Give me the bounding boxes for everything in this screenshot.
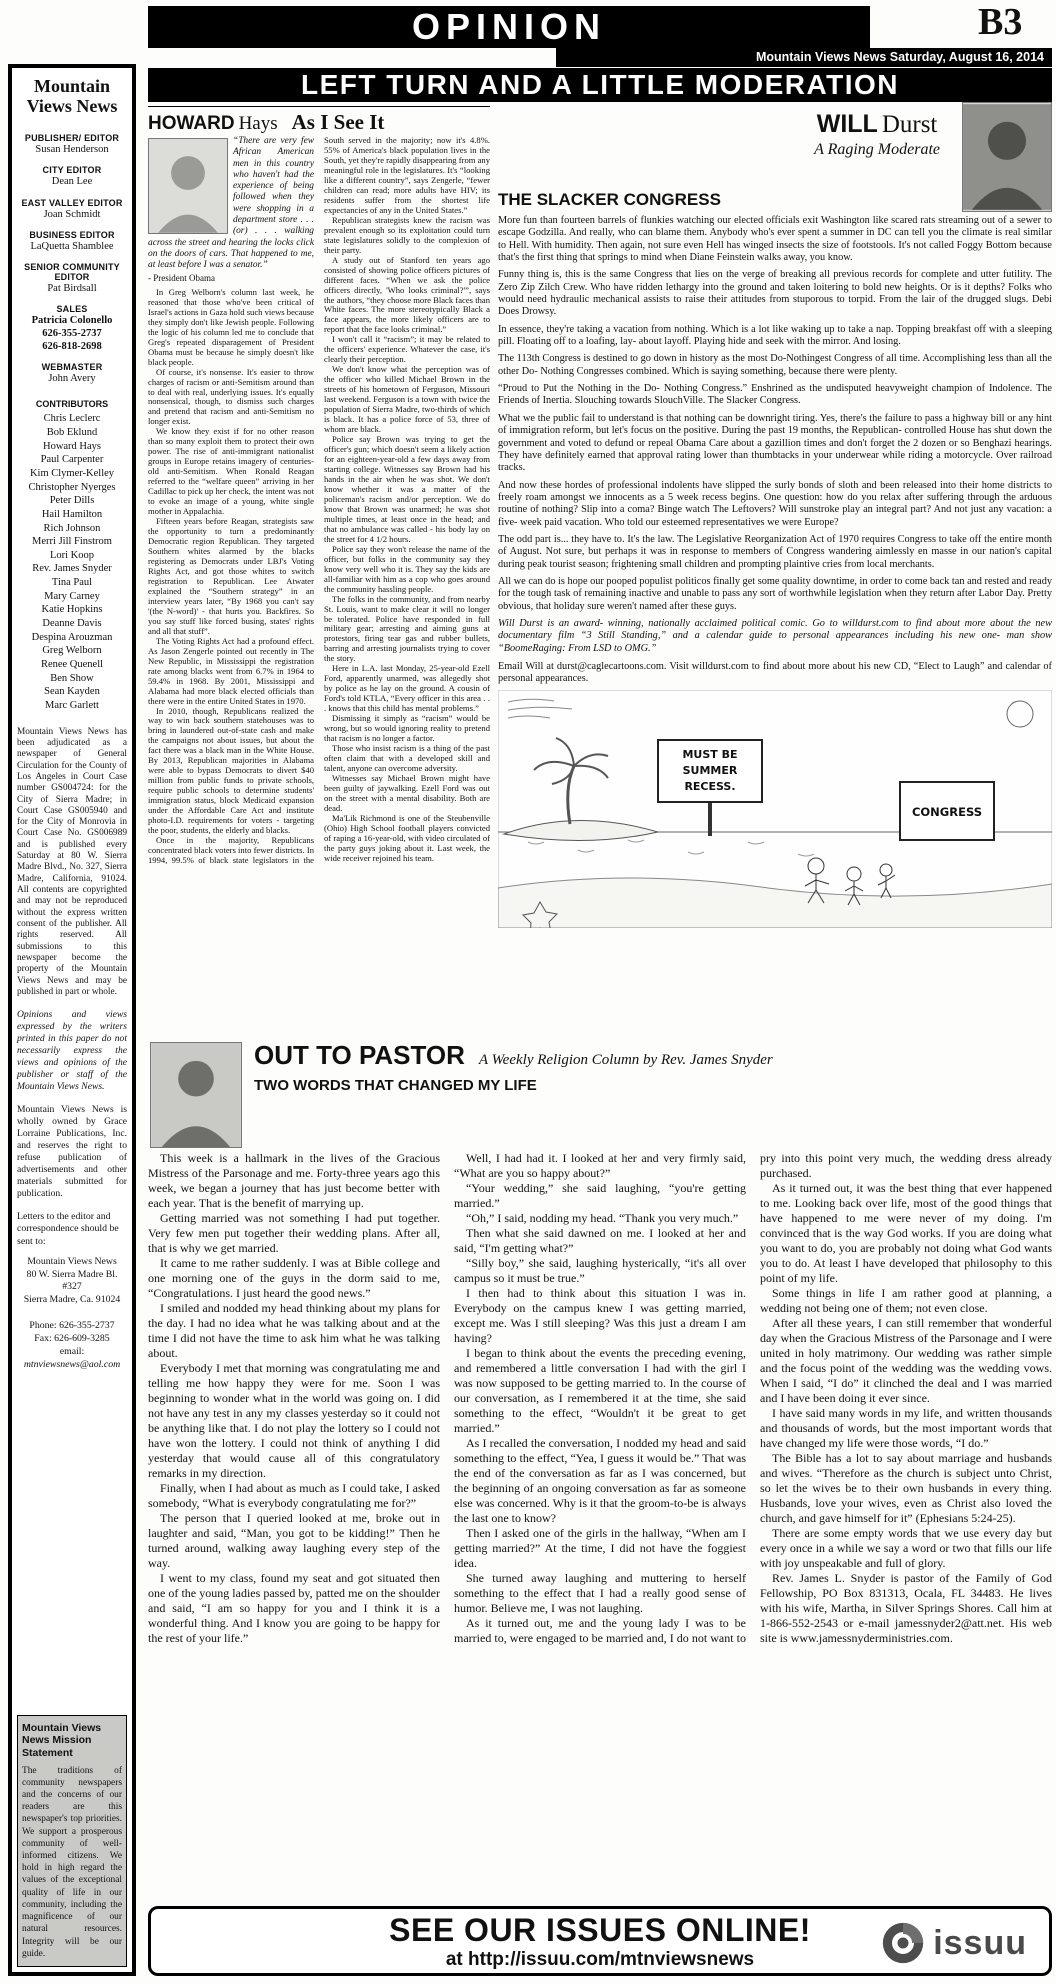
paragraph: mtnviewsnews@aol.com <box>23 1359 121 1371</box>
paragraph: It came to me rather suddenly. I was at Bible college and one morning one of the guys in the dorm said to me, “Congratulations. I just heard the good news.” <box>148 1256 440 1300</box>
contributors-list <box>17 412 127 712</box>
paragraph: Fifteen years before Reagan, strategists saw the opportunity to turn a predominantly Democratic region Republican. They targeted Southern whites alarmed by the blacks registering as Democrats under LBJ's Voting Rights Act, and got those whites to switch registration to Republican. Lee Atwater explained the “Southern strategy” in an interview years later, “By 1968 you can't say '(the N-word)' - that hurts you. Backfires. So you say stuff like forced busing, states' rights and all that stuff”. <box>148 516 314 636</box>
paragraph: I began to think about the events the preceding evening, and remembered a little conversation I had with the girl I was now supposed to be getting married to. In the course of our conversation, as I remembered it at the time, she said something to the effect, “Wouldn't it be great to get married.” <box>454 1346 746 1435</box>
paragraph: Witnesses say Michael Brown might have been guilty of jaywalking. Ezell Ford was out on the street with a mental disability. Both are dead. <box>324 773 490 813</box>
mission-statement-box <box>17 1715 127 1967</box>
crate-label: CONGRESS <box>911 804 983 819</box>
mailing-address <box>17 1256 127 1307</box>
paragraph: Getting married was not something I had put together. Very few men put together their wedding plans. After all, that is why we get married. <box>148 1211 440 1255</box>
staff-senior-community-editor: SENIOR COMMUNITY EDITOR Pat Birdsall <box>17 253 127 295</box>
sign-text-line1: MUST BE <box>682 747 738 761</box>
paragraph: Tina Paul <box>51 577 93 589</box>
paragraph: Paul Carpenter <box>40 454 104 466</box>
paragraph: Rich Johnson <box>43 522 101 534</box>
paragraph: A study out of Stanford ten years ago consisted of showing police officers pictures of different faces. “When we ask the police officers directly, 'Who looks criminal?'”, says the authors, “they choose more Black faces than White faces. The more stereotypically Black a face appears, the more likely officers are to report that the face looks criminal.” <box>324 254 490 335</box>
paragraph: Chris Leclerc <box>43 413 101 425</box>
paragraph: We know they exist if for no other reason than so many exploit them to protect their own power. The rise of anti-immigrant nationalist groups in Europe retains imagery of centuries-old anti-Semitism. When Ronald Reagan referred to the “welfare queen” arriving in her Cadillac to pick up her check, the intent was not to evoke an image of a young, white single mother in Appalachia. <box>148 426 314 517</box>
paragraph: Howard Hays <box>42 440 102 452</box>
paragraph: Lori Koop <box>49 549 95 561</box>
hays-byline <box>148 106 490 134</box>
paragraph: The person that I queried looked at me, broke out in laughter and said, “Man, you got to be kidding!” Then he turned around, walking away laughing every step of the way. <box>148 1511 440 1570</box>
will-durst-photo <box>962 102 1052 212</box>
article-out-to-pastor <box>148 1040 1052 1895</box>
paragraph: Katie Hopkins <box>41 604 103 616</box>
paragraph: Mary Carney <box>44 590 100 602</box>
paragraph: Joan Schmidt <box>43 208 101 220</box>
page-title-text: LEFT TURN AND A LITTLE MODERATION <box>300 69 900 100</box>
page-title <box>148 68 1052 102</box>
issuu-promo <box>148 1906 1052 1976</box>
paragraph: Mountain Views News <box>27 1255 117 1267</box>
author-last-name: Durst <box>881 111 938 138</box>
paragraph: Sean Kayden <box>44 686 100 698</box>
paragraph: In Greg Welborn's column last week, he reasoned that those who've been critical of Israel's actions in Gaza hold such views because they simply don't like Jewish people. Following the logic of his column led me to conclude that Greg's repeated disparagement of President Obama must be because he simply doesn't like black people. <box>148 286 314 367</box>
promo-text <box>389 1912 811 1971</box>
ownership-notice: Mountain Views News is wholly owned by Grace Lorraine Publications, Inc. and reserves the right to refuse publication of advertisements and other materials submitted for publication. <box>17 1104 127 1200</box>
paragraph: Then what she said dawned on me. I looked at her and said, “I'm getting what?” <box>454 1226 746 1255</box>
paragraph: Marc Garlett <box>45 699 99 711</box>
paragraph: And now these hordes of professional indolents have slipped the surly bonds of sloth and been released into their home districts to freely roam amongst we innocents as a 5 week recess begins. One question: how do you relax after suffering through the arduous routine of nothing? Slip into a coma? Binge watch The Leftovers? Will sunstroke play an integral part? And not just any vacation: a five- week paid vacation. Who told our esteemed representatives we were Europe? <box>498 479 1052 528</box>
paragraph: Despina Arouzman <box>31 631 113 643</box>
staff-webmaster: WEBMASTER John Avery <box>17 353 127 385</box>
paragraph: email: <box>59 1346 85 1358</box>
issuu-logo <box>881 1921 1027 1965</box>
paragraph: Ma'Lik Richmond is one of the Steubenville (Ohio) High School football players convicted of raping a 16-year-old, with video circulated of the party guys joking about it. Last week, the wide receiver rejoined his team. <box>324 812 490 863</box>
paragraph: Peter Dills <box>49 495 95 507</box>
paragraph: Ben Show <box>50 672 94 684</box>
paragraph: Hail Hamilton <box>41 508 103 520</box>
author-bio: Will Durst is an award- winning, nationally acclaimed political comic. Go to willdurst.com to find about more about the new documentary film “3 Still Standing,” and a calendar guide to personal appearances including his new one- man show “BoomeRaging: From LSD to OMG.” <box>498 617 1052 654</box>
contact-info <box>17 1319 127 1372</box>
mission-body: The traditions of community newspapers and the concerns of our readers are this newspaper's top priorities. We support a prosperous community of well-informed citizens. We hold in high regard the values of the exceptional quality of life in our community, including the magnificence of our natural resources. Integrity will be our guide. <box>22 1765 122 1959</box>
paragraph: Republican strategists knew the racism was prevalent enough so its exploitation could turn state legislatures solidly to the complexion of their party. <box>324 214 490 255</box>
paragraph: I won't call it “racism”; it may be related to the officers' experience. Whatever the case, it's clearly their perception. <box>324 334 490 365</box>
paragraph: Here in L.A. last Monday, 25-year-old Ezell Ford, apparently unarmed, was allegedly shot by police as he lay on the ground. A cousin of Ford's told KTLA, “Every officer in this area . . . knows that this child has mental problems.” <box>324 663 490 714</box>
paragraph: Those who insist racism is a thing of the past often claim that with a developed skill and talent, anyone can overcome adversity. <box>324 743 490 774</box>
paragraph: Police say they won't release the name of the officer, but folks in the community say they know very well who it is. They say the kids are all-familiar with him as a cop who goes around the community hassling people. <box>324 543 490 594</box>
author-last-name: Hays <box>238 113 278 134</box>
paragraph: Sierra Madre, Ca. 91024 <box>23 1294 121 1306</box>
hays-article-body <box>148 136 490 1028</box>
contact-note: Email Will at durst@caglecartoons.com. Visit willdurst.com to find about more about his new CD, “Elect to Laugh” and calendar of personal appearances. <box>498 661 1052 685</box>
paragraph: The folks in the community, and from nearby St. Louis, want to make clear it will no longer be tolerated. Police have responded in full military gear; arresting and aiming guns at protestors, firing tear gas and rubber bullets, barring and arresting journalists trying to cover the story. <box>324 593 490 664</box>
paragraph: “Proud to Put the Nothing in the Do- Nothing Congress.” Enshrined as the undisputed heavyweight champion of Indolence. The Friends of Inertia. Slouching towards SlouchVille. The Slacker Congress. <box>498 383 1052 407</box>
paragraph: Dean Lee <box>51 176 93 188</box>
paragraph: In essence, they're taking a vacation from nothing. Which is a lot like waking up to take a nap. Topping breakfast off with a sleeping pill. Floating off to a loafing, lay- about layoff. Playing hide and seek with the mirror. And losing. <box>498 323 1052 348</box>
paragraph: “Oh,” I said, nodding my head. “Thank you very much.” <box>466 1211 739 1225</box>
paragraph: Christopher Nyerges <box>28 481 116 493</box>
paragraph: The 113th Congress is destined to go down in history as the most Do-Nothingest Congress of all time. Accomplishing less than all the other Do- Nothing Congresses combined. Which is saying something, because there were plenty. <box>498 353 1052 377</box>
paragraph: There are some empty words that we use every day but every once in a while we say a word or two that fills our life with joy unspeakable and full of glory. <box>760 1526 1052 1570</box>
section-banner <box>148 6 870 48</box>
promo-headline: SEE OUR ISSUES ONLINE! <box>389 1911 811 1948</box>
paragraph: “Silly boy,” she said, laughing hysterically, “it's all over campus so it must be true.” <box>454 1256 746 1285</box>
staff-business-editor: BUSINESS EDITOR LaQuetta Shamblee <box>17 221 127 253</box>
paragraph: Then I asked one of the girls in the hallway, “When am I getting married?” At the time, I did not have the foggiest idea. <box>454 1526 746 1570</box>
paragraph: Fax: 626-609-3285 <box>34 1333 110 1345</box>
paragraph: 626-818-2698 <box>42 341 102 353</box>
paragraph: 626-355-2737 <box>42 328 102 340</box>
paragraph: As it turned out, me and the young lady I was to be married to, were engaged to be married and, I do not want to pry into this point very much, the wedding dress already purchased. <box>454 1151 1052 1645</box>
article-as-i-see-it <box>148 106 490 1028</box>
paragraph: This week is a hallmark in the lives of the Gracious Mistress of the Parsonage and me. Forty-three years ago this week, we began a journey that has just become better with each year. That is the benefit of marrying up. <box>148 1151 440 1210</box>
paragraph: Of course, it's nonsense. It's easier to throw charges of racism or anti-Semitism around than to deal with real, underlying issues. It's equally nonsensical, though, to dismiss such charges and pretend that racism and anti-Semitism no longer exist. <box>148 366 314 427</box>
author-first-name: HOWARD <box>148 113 235 134</box>
durst-byline <box>814 110 940 159</box>
page-number: B3 <box>978 1 1023 43</box>
column-title: As I See It <box>291 110 385 134</box>
paragraph: Kim Clymer-Kelley <box>29 468 115 479</box>
paragraph: The Voting Rights Act had a profound effect. As Jason Zengerle pointed out recently in The New Republic, in Mississippi the registration rate among blacks went from 6.7% in 1964 to 59.4% in 1968. By 2001, Mississippi and Alabama had more black elected officials than there were in the entire United States in 1970. <box>148 635 314 706</box>
contributors-label: CONTRIBUTORS <box>35 399 109 410</box>
promo-url: at http://issuu.com/mtnviewsnews <box>445 1948 755 1970</box>
mission-title: Mountain Views News Mission Statement <box>22 1721 102 1759</box>
portrait-silhouette <box>149 139 227 233</box>
paragraph: John Avery <box>48 373 96 385</box>
quote-attribution: - President Obama <box>148 273 215 284</box>
paragraph: I smiled and nodded my head thinking about my plans for the day. I had no idea what he was talking about and at the time I did not have the time to ask him what he was talking about. <box>148 1301 440 1360</box>
paragraph: LaQuetta Shamblee <box>30 240 114 252</box>
masthead-sidebar <box>8 64 136 1976</box>
paragraph: We don't know what the perception was of the officer who killed Michael Brown in the streets of his hometown of Ferguson, Missouri last weekend. Ferguson is a town with twice the population of Sierra Madre, two-thirds of which is black. It has a police force of 53, three of whom are black. <box>324 364 490 435</box>
section-title: OPINION <box>411 6 606 47</box>
column-subtitle: A Weekly Religion Column by Rev. James Snyder <box>478 1052 773 1068</box>
paragraph: Rev. James L. Snyder is pastor of the Family of God Fellowship, PO Box 831313, Ocala, FL 34483. He lives with his wife, Martha, in Silver Springs Shores. Call him at 1-866-552-2543 or e-mail jamessnyder2@att.net. His web site is www.jamessnyderministries.com. <box>760 1571 1052 1645</box>
newspaper-name: Mountain Views News <box>26 76 118 117</box>
paragraph: Bob Eklund <box>46 427 98 439</box>
obama-quote: “There are very few African American men in this country who haven't had the experience of being followed when they were shopping in a department store . . . (or) . . . walking across the street and hearing the locks click on the doors of cars. That happened to me, at least before I was a senator.” <box>148 136 314 271</box>
paragraph: Renee Quenell <box>40 658 104 670</box>
staff-sales: SALES Patricia Colonello 626-355-2737 626-818-2698 <box>17 295 127 353</box>
paragraph: Susan Henderson <box>35 144 109 156</box>
portrait-silhouette <box>151 1043 241 1147</box>
paragraph: As I recalled the conversation, I nodded my head and said something to the effect, “Yea, I guess it would be.” That was the end of the conversation as far as I was concerned, but the beginning of an ongoing conversation as far as someone else was concerned. Why is it that the groom-to-be is always the last one to know? <box>454 1436 746 1525</box>
paragraph: Deanne Davis <box>42 618 102 630</box>
paragraph: I then had to think about this situation I was in. Everybody on the campus knew I was getting married, except me. Was I still sleeping? Was this just a dream I am having? <box>454 1286 746 1345</box>
paragraph: Once in the majority, Republicans concentrated black voters into fewer districts. In 1994, 99.5% of black state legislators in the South served in the majority; now it's 4.8%. 55% of America's black population lives in the South, yet they're rapidly disappearing from any meaningful role in the legislatures. It's “looking like a different country”, says Zengerle, “fewer children can read; more adults have HIV; its residents suffer from the shortest life expectancies of any in the United States.” <box>148 136 490 866</box>
paragraph: I went to my class, found my seat and got situated then one of the young ladies passed by, patted me on the shoulder and said, “I am so happy for you and I think it is a wonderful thing. And I know you are going to be happy for the rest of your life.” <box>148 1571 440 1645</box>
james-snyder-photo <box>150 1042 242 1148</box>
durst-paragraphs <box>498 215 1052 613</box>
sign-text-line2: SUMMER <box>682 763 738 777</box>
column-title: A Raging Moderate <box>814 141 940 158</box>
paragraph: Funny thing is, this is the same Congress that lies on the verge of breaking all previous records for complete and utter futility. The Zero Zip Zilch Crew. Who have ridden lethargy into the ground and taken loitering to bold new heights. Or is it depths? Folks who would need hydraulic mechanical assists to raise their attitudes from stuporous to torpid. From the lair of the drugged slugs. Debi Does Drowsy. <box>498 269 1052 318</box>
paragraph: “Your wedding,” she said laughing, “you're getting married.” <box>454 1181 746 1210</box>
paragraph: In 2010, though, Republicans realized the way to win back southern statehouses was to bring in laundered out-of-state cash and make the campaigns not about issues, but about the fact there was a black man in the White House. By 2013, Republican majorities in Alabama were able to bypass Democrats to divert $40 million from public funds to private schools, require public schools to determine students' immigration status, block Medicaid expansion under the Affordable Care Act and institute photo-I.D. requirements for voters - targeting the poor, students, the elderly and blacks. <box>148 705 314 836</box>
paragraph: Pat Birdsall <box>47 282 97 294</box>
pastor-header <box>254 1040 1052 1071</box>
paragraph: The Bible has a lot to say about marriage and husbands and wives. “Therefore as the church is subject unto Christ, so let the wives be to their own husbands in every thing. Husbands, love your wives, even as Christ also loved the church, and gave himself for it” (Ephesians 5:24-25). <box>760 1451 1052 1525</box>
paragraph: The odd part is... they have to. It's the law. The Legislative Reorganization Act of 1970 requires Congress to take off the entire month of August. Not sure, but perhaps it was in response to members of Congress wandering aimlessly en masse in our nation's capital during peak tourist season; frightening small children and prompting plaintive cries from local merchants. <box>498 533 1052 570</box>
paragraph: All we can do is hope our pooped populist politicos finally get some quality downtime, in order to come back tan and rested and ready for the tough task of remaining inactive and unable to pass any sort of worthwhile legislation when they return after Labor Day. Pretty obvious, that holiday sure weren't named after these guys. <box>498 575 1052 612</box>
paragraph: As it turned out, it was the best thing that ever happened to me. Looking back over life, most of the good things that have happened to me were never of my doing. I'm convinced that is the way God works. If you are doing what you want to do, you are probably not doing what God wants you to do. At least I have developed that philosophy to this point of my life. <box>760 1181 1052 1285</box>
paragraph: Merri Jill Finstrom <box>32 536 112 548</box>
staff-city-editor: CITY EDITOR Dean Lee <box>17 156 127 188</box>
paragraph: What we the public fail to understand is that nothing can be downright tiring. Yes, there's the failure to pass a highway bill or any hint of immigration reform, but let's focus on the positive. During the past 19 months, the Republican- controlled House has shut down the government and voted to defund or repeal Obama Care about a gazillion times and don't forget the 2 dozen or so Benghazi hearings. They have definitely earned that approval rating lower than thumbtacks in your underwear while riding a motorcycle. Over railroad tracks. <box>498 412 1052 474</box>
staff-publisher: PUBLISHER/ EDITOR Susan Henderson <box>17 124 127 156</box>
author-first-name: WILL <box>816 110 878 138</box>
paragraph: Dismissing it simply as “racism” would be wrong, but so would ignoring reality to pretend that racism is no longer a factor. <box>324 713 490 744</box>
article-headline: TWO WORDS THAT CHANGED MY LIFE <box>254 1077 537 1094</box>
column-title: OUT TO PASTOR <box>254 1040 465 1070</box>
portrait-silhouette <box>963 103 1051 211</box>
sign-text-line3: RECESS. <box>684 779 736 793</box>
adjudication-notice: Mountain Views News has been adjudicated as a newspaper of General Circulation for the County of Los Angeles in Court Case number GS004724: for the City of Sierra Madre; in Court Case GS005940 and for the City of Monrovia in Court Case No. GS006989 and is published every Saturday at 80 W. Sierra Madre Blvd., No. 327, Sierra Madre, California, 91024. All contents are copyrighted and may not be reproduced without the express written consent of the publisher. All rights reserved. All submissions to this newspaper become the property of the Mountain Views News and may be published in part or whole. <box>17 726 127 998</box>
paragraph: Greg Welborn <box>42 645 102 657</box>
editorial-cartoon <box>498 690 1052 928</box>
paragraph: Rev. James Snyder <box>32 563 112 575</box>
article-headline: THE SLACKER CONGRESS <box>498 190 721 209</box>
paragraph: Patricia Colonello <box>31 314 113 326</box>
paragraph: Phone: 626-355-2737 <box>29 1319 115 1331</box>
paragraph: I have said many words in my life, and written thousands and thousands of words, but the most important words that have changed my life were those words, “I do.” <box>760 1406 1052 1450</box>
howard-hays-photo <box>148 138 228 234</box>
article-raging-moderate <box>498 102 1052 928</box>
paragraph: More fun than fourteen barrels of flunkies watching our elected officials exit Washington like scared rats streaming out of a sewer to escape Godzilla. And really, who can blame them. Anybody who's ever spent a summer in DC can tell you the climate is real similar to Hell. With humidity. Then again, not sure even Hell has winged insects the size of footstools. It's not called Foggy Bottom because that's the first thing that springs to mind when Diane Feinstein walks away, you know. <box>498 215 1052 264</box>
paragraph: Everybody I met that morning was congratulating me and telling me how happy they were for me. Soon I was beginning to wonder what in the world was going on. I did not have any test in any my classes yesterday so it could not be anything like that. I do not play the lottery so I could not have won the lottery. I could not think of anything I did yesterday that would cause all of this congratulatory remarks in my direction. <box>148 1361 440 1480</box>
issuu-logo-icon <box>881 1921 925 1965</box>
issuu-wordmark: issuu <box>933 1923 1027 1962</box>
paragraph: Some things in life I am rather good at planning, a wedding not being one of them; not even close. <box>760 1286 1052 1315</box>
date-banner: Mountain Views News Saturday, August 16, 2014 <box>556 48 1052 67</box>
paragraph: 80 W. Sierra Madre Bl. #327 <box>26 1268 118 1293</box>
letters-instructions: Letters to the editor and correspondence should be sent to: <box>17 1211 119 1247</box>
paragraph: Finally, when I had about as much as I could take, I asked somebody, “What is everybody congratulating me for?” <box>148 1481 440 1510</box>
pastor-paragraphs <box>148 1151 1052 1895</box>
paragraph: Police say Brown was trying to get the officer's gun; which doesn't seem a likely action for an eighteen-year-old a few days away from starting college. Witnesses say Brown had his hands in the air when he was shot. We don't know whether it was a matter of the policeman's racism and/or perception. We do know that Brown was unarmed; he was shot multiple times, at least once in the head; and that no ambulance was called - his body lay on the street for 4 1/2 hours. <box>324 434 490 544</box>
opinions-disclaimer: Opinions and views expressed by the writers printed in this paper do not necessarily express the views and opinions of the publisher or staff of the Mountain Views News. <box>17 1009 127 1093</box>
staff-east-valley-editor: EAST VALLEY EDITOR Joan Schmidt <box>17 189 127 221</box>
paragraph: After all these years, I can still remember that wonderful day when the Gracious Mistress of the Parsonage and I were united in holy matrimony. Our wedding was rather simple and the focus point of the wedding was the wedding vows. When I said, “I do” it clinched the deal and I was married and I have been doing it ever since. <box>760 1316 1052 1405</box>
paragraph: She turned away laughing and muttering to herself something to the effect that I had a really good sense of humor. Believe me, I was not laughing. <box>454 1571 746 1615</box>
paragraph: Well, I had had it. I looked at her and very firmly said, “What are you so happy about?” <box>454 1151 746 1180</box>
